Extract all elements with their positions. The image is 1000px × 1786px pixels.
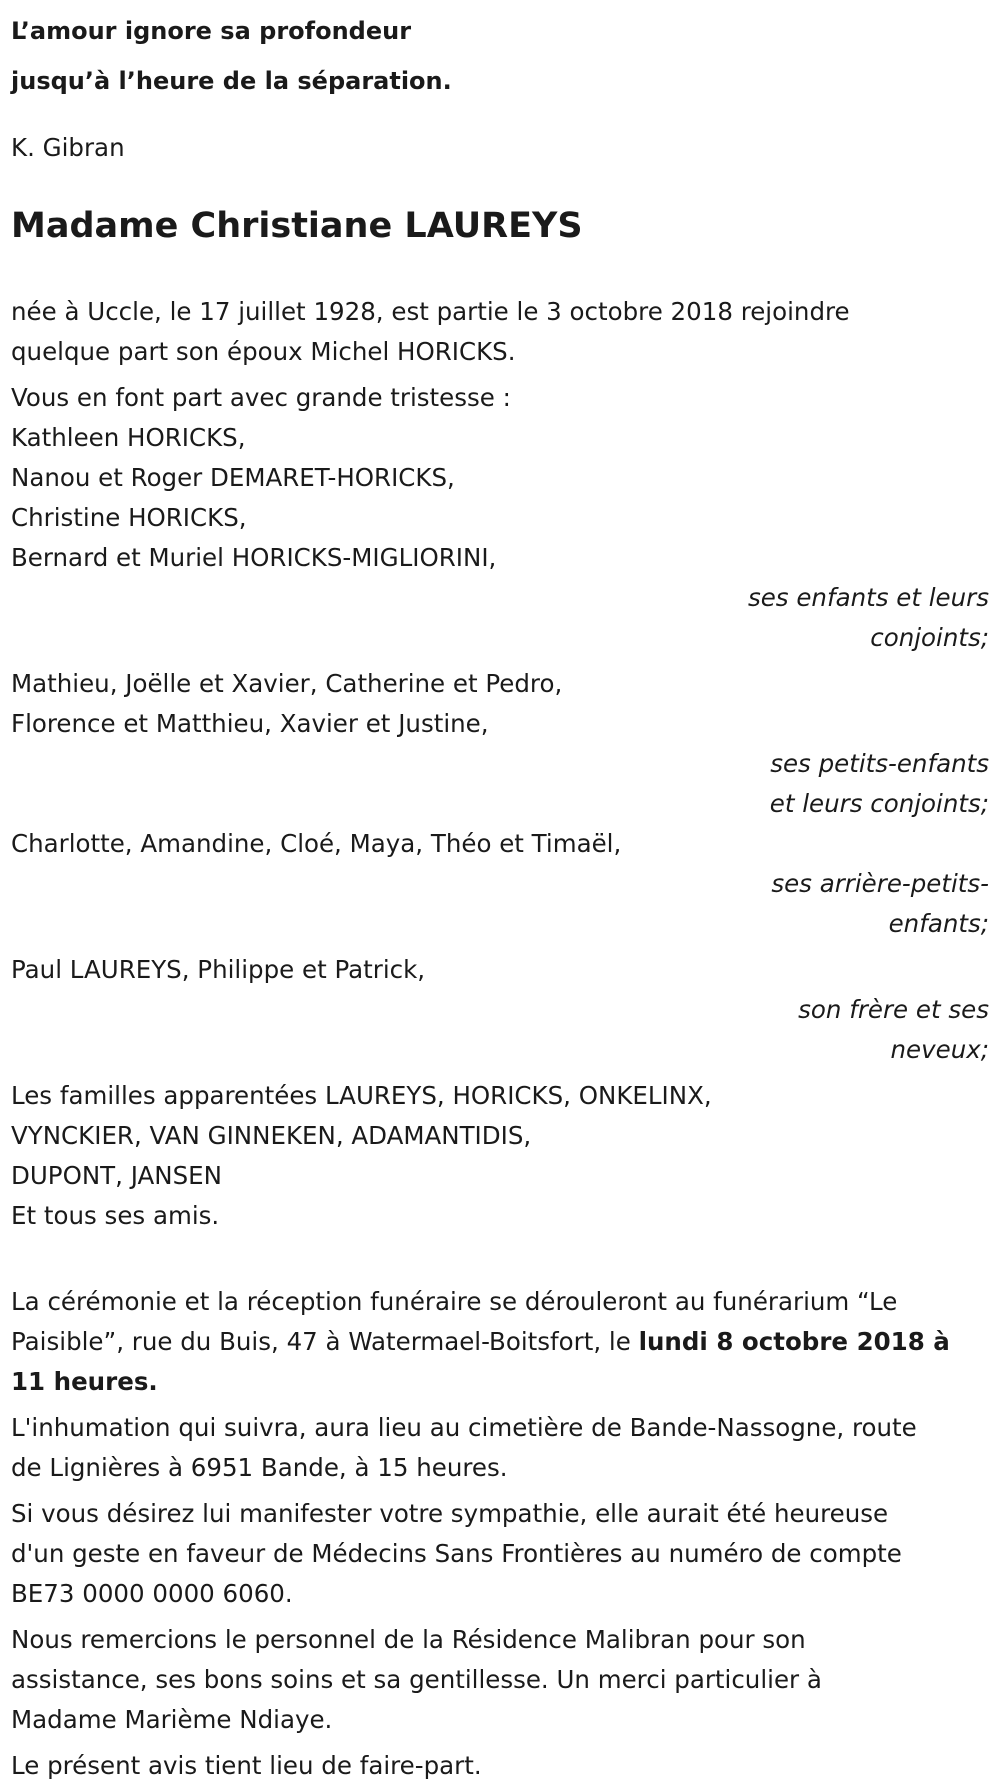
children-group xyxy=(11,418,991,658)
sibling-line: Paul LAUREYS, Philippe et Patrick, xyxy=(11,955,426,984)
donation-paragraph xyxy=(11,1494,991,1614)
intro-paragraph xyxy=(11,292,991,372)
great-grandchildren-group xyxy=(11,824,991,944)
child-line: Kathleen HORICKS, xyxy=(11,423,246,452)
relation-label: ses arrière-petits- xyxy=(771,869,989,898)
closing-paragraph xyxy=(11,1746,991,1786)
grandchild-line: Mathieu, Joëlle et Xavier, Catherine et Pedro, xyxy=(11,669,563,698)
burial-line: L'inhumation qui suivra, aura lieu au cimetière de Bande-Nassogne, route xyxy=(11,1413,917,1442)
relation-label: neveux; xyxy=(890,1035,989,1064)
ceremony-line xyxy=(11,1322,991,1362)
thanks-line: Madame Marième Ndiaye. xyxy=(11,1705,333,1734)
relation-label: ses petits-enfants xyxy=(770,749,989,778)
relation-label: ses enfants et leurs xyxy=(747,583,989,612)
child-line: Christine HORICKS, xyxy=(11,503,247,532)
thanks-line: assistance, ses bons soins et sa gentillesse. Un merci particulier à xyxy=(11,1665,822,1694)
child-line: Bernard et Muriel HORICKS-MIGLIORINI, xyxy=(11,543,497,572)
relation-label: conjoints; xyxy=(870,623,989,652)
family-line: Les familles apparentées LAUREYS, HORICKS, ONKELINX, xyxy=(11,1081,712,1110)
ceremony-location-text: Paisible”, rue du Buis, 47 à Watermael-Boitsfort, le xyxy=(11,1327,639,1356)
grandchildren-group xyxy=(11,664,991,824)
quote-author: K. Gibran xyxy=(11,133,125,162)
quote-line-2: jusqu’à l’heure de la séparation. xyxy=(11,67,452,95)
burial-paragraph xyxy=(11,1408,991,1488)
relation-label: et leurs conjoints; xyxy=(769,789,989,818)
ceremony-date-text: lundi 8 octobre 2018 à xyxy=(638,1327,950,1356)
related-families xyxy=(11,1076,991,1236)
donation-line: BE73 0000 0000 6060. xyxy=(11,1579,293,1608)
deceased-name: Madame Christiane LAUREYS xyxy=(11,206,583,246)
family-announcement xyxy=(11,378,991,1236)
great-grandchild-line: Charlotte, Amandine, Cloé, Maya, Théo et Timaël, xyxy=(11,829,622,858)
obituary-notice xyxy=(11,6,991,1786)
ceremony-paragraph xyxy=(11,1282,991,1402)
family-line: VYNCKIER, VAN GINNEKEN, ADAMANTIDIS, xyxy=(11,1121,532,1150)
donation-line: d'un geste en faveur de Médecins Sans Frontières au numéro de compte xyxy=(11,1539,902,1568)
intro-line: quelque part son époux Michel HORICKS. xyxy=(11,337,516,366)
ceremony-line: La cérémonie et la réception funéraire se dérouleront au funérarium “Le xyxy=(11,1287,898,1316)
thanks-paragraph xyxy=(11,1620,991,1740)
announce-line: Vous en font part avec grande tristesse : xyxy=(11,383,511,412)
ceremony-time-text: 11 heures. xyxy=(11,1367,158,1396)
closing-line: Le présent avis tient lieu de faire-part. xyxy=(11,1751,482,1780)
relation-label: enfants; xyxy=(888,909,989,938)
donation-line: Si vous désirez lui manifester votre sympathie, elle aurait été heureuse xyxy=(11,1499,889,1528)
family-line: DUPONT, JANSEN xyxy=(11,1161,222,1190)
relation-label: son frère et ses xyxy=(798,995,989,1024)
grandchild-line: Florence et Matthieu, Xavier et Justine, xyxy=(11,709,489,738)
family-line: Et tous ses amis. xyxy=(11,1201,220,1230)
thanks-line: Nous remercions le personnel de la Résidence Malibran pour son xyxy=(11,1625,806,1654)
siblings-group xyxy=(11,950,991,1070)
burial-line: de Lignières à 6951 Bande, à 15 heures. xyxy=(11,1453,508,1482)
intro-line: née à Uccle, le 17 juillet 1928, est partie le 3 octobre 2018 rejoindre xyxy=(11,297,850,326)
child-line: Nanou et Roger DEMARET-HORICKS, xyxy=(11,463,455,492)
quote-line-1: L’amour ignore sa profondeur xyxy=(11,17,412,45)
